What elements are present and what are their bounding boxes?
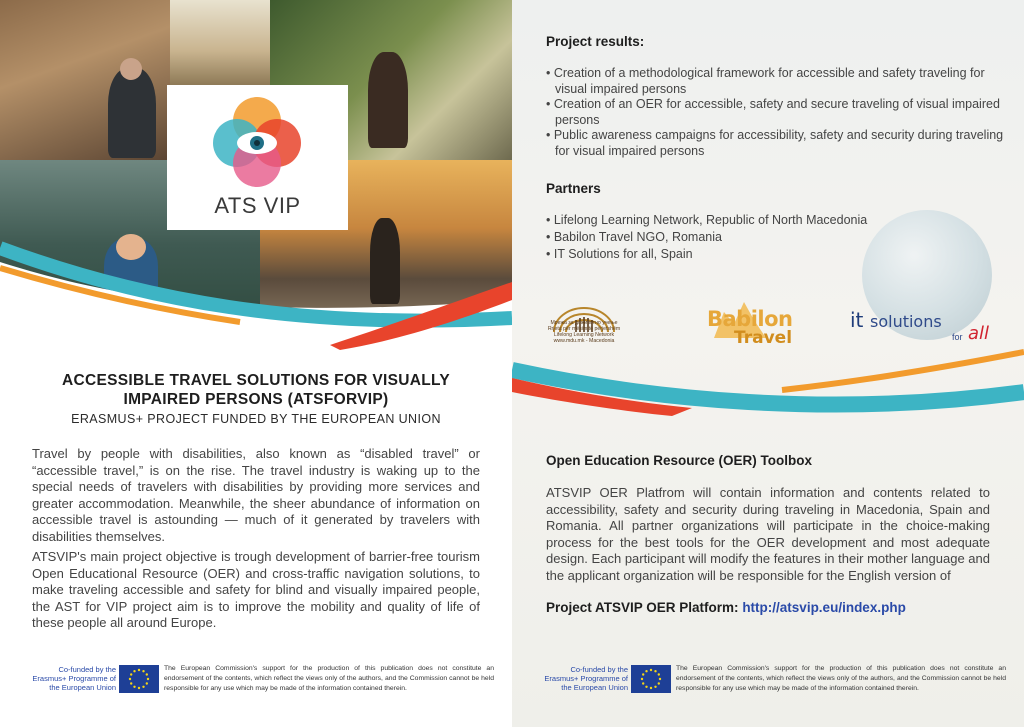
eu-flag-icon (631, 665, 671, 693)
list-item: • Public awareness campaigns for accessibility, safety and security during traveling for visual impaired persons (546, 128, 1004, 158)
ats-vip-logo (167, 85, 348, 230)
eu-footer (512, 662, 1024, 698)
decorative-swoosh (512, 330, 1024, 440)
list-item: • Lifelong Learning Network, Republic of North Macedonia (546, 213, 868, 227)
disclaimer-text: The European Commission's support for the production of this publication does not constitute an endorsement of the contents, which reflect the views only of the authors, and the Commission cannot be held responsible for any use which may be made of the information contained therein. (164, 665, 494, 692)
it-logo-word: it (850, 308, 864, 332)
platform-line (546, 600, 906, 615)
for-logo-word: for (952, 332, 963, 342)
all-logo-word: all (968, 323, 990, 344)
list-item: • Creation of an OER for accessible, safety and secure traveling of visual impaired persons (546, 97, 1000, 127)
partners-heading: Partners (546, 181, 601, 196)
platform-label: Project ATSVIP OER Platform: (546, 600, 739, 615)
eu-flag-icon (119, 665, 159, 693)
disclaimer-text: The European Commission's support for the production of this publication does not constitute an endorsement of the contents, which reflect the views only of the authors, and the Commission cannot be held responsible for any use which may be made of the information contained therein. (676, 665, 1006, 692)
logo-text: ATS VIP (214, 193, 301, 218)
list-item: • Creation of a methodological framework for accessible and safety traveling for visual impaired persons (546, 66, 985, 96)
lln-logo-text: Мрежа за доживотно учење Rrjeta për mësim të përjetshëm Lifelong Learning Network www.mdu.mk - Macedonia (547, 320, 621, 344)
page-title: ACCESSIBLE TRAVEL SOLUTIONS FOR VISUALLY IMPAIRED PERSONS (ATSFORVIP) (61, 372, 451, 408)
eye-logo-icon (207, 93, 307, 193)
partners-list (546, 213, 1006, 264)
intro-paragraph: Travel by people with disabilities, also known as “disabled travel” or “accessible travel,” is on the rise. The travel industry is waking up to the special needs of travelers with disabilities by providing more services and greater accommodation. Meanwhile, the sheer abundance of information on accessible travel is astounding — much of it generated by travelers with disabilities themselves. (32, 446, 480, 544)
list-item: • IT Solutions for all, Spain (546, 247, 693, 261)
list-item: • Babilon Travel NGO, Romania (546, 230, 722, 244)
cofunded-label: Co-funded by the Erasmus+ Programme of the European Union (544, 665, 628, 692)
cofunded-label: Co-funded by the Erasmus+ Programme of the European Union (32, 665, 116, 692)
oer-heading: Open Education Resource (OER) Toolbox (546, 453, 813, 468)
page-subtitle: ERASMUS+ PROJECT FUNDED BY THE EUROPEAN UNION (71, 412, 441, 426)
platform-link[interactable]: http://atsvip.eu/index.php (742, 600, 906, 615)
solutions-logo-word: solutions (870, 312, 942, 331)
travel-logo-word: Travel (734, 328, 793, 348)
objective-paragraph: ATSVIP's main project objective is trough development of barrier-free tourism Open Educational Resource (OER) and cross-traffic navigation solutions, to make traveling accessible and safety for blind and visually impaired people, the AST for VIP project aim is to improve the mobility and quality of life of these people all around Europe. (32, 549, 480, 631)
right-page (512, 0, 1024, 727)
eu-footer (0, 662, 512, 698)
results-list (546, 66, 1006, 159)
results-heading: Project results: (546, 34, 645, 49)
oer-paragraph: ATSVIP OER Platfrom will contain information and contents related to accessibility, safety and security during traveling in Macedonia, Spain and Romania. All partner organizations will participate in the choice-making process for the best tools for the OER development and most adequate design. Each participant will modify the features in their mother language and the applicant organization will be responsible for the English version of (546, 485, 990, 583)
babilon-logo-word: Babilon (707, 307, 793, 331)
